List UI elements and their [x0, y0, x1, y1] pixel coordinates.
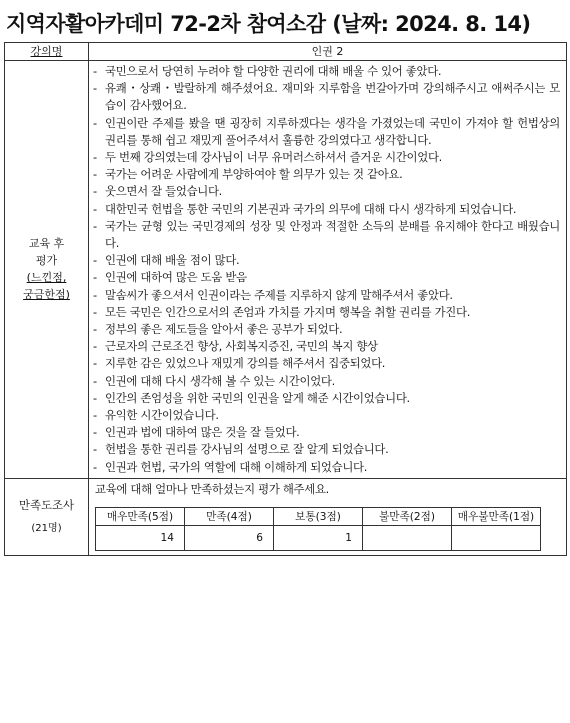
- feedback-item: [92, 80, 560, 114]
- survey-table: [4, 42, 567, 556]
- feedback-item: [92, 373, 560, 390]
- feedback-text: 인권과 법에 대하여 많은 것을 잘 들었다.: [105, 425, 300, 440]
- feedback-text: 국가는 균형 있는 국민경제의 성장 및 안정과 적절한 소득의 분배를 유지해야 한다고 배웠습니다.: [105, 218, 560, 251]
- feedback-item: [92, 390, 560, 407]
- bullet-dash: -: [93, 408, 97, 423]
- feedback-text: 두 번째 강의였는데 강사님이 너무 유머러스하셔서 즐거운 시간이었다.: [105, 150, 442, 165]
- feedback-item: [92, 201, 560, 218]
- feedback-item: [92, 183, 560, 200]
- evaluation-row: [5, 61, 567, 479]
- bullet-dash: -: [93, 253, 97, 268]
- header-lecture-label-text: 강의명: [30, 45, 63, 58]
- feedback-item: [92, 441, 560, 458]
- feedback-text: 웃으면서 잘 들었습니다.: [105, 184, 222, 199]
- feedback-item: [92, 321, 560, 338]
- feedback-item: [92, 166, 560, 183]
- bullet-dash: -: [93, 201, 97, 216]
- feedback-item: [92, 407, 560, 424]
- feedback-item: [92, 63, 560, 80]
- satisfaction-header-row: [96, 507, 541, 525]
- feedback-text: 인권이란 주제를 봤을 땐 굉장히 지루하겠다는 생각을 가졌었는데 국민이 가져야 할 헌법상의 권리를 통해 쉽고 재밌게 풀어주셔서 훌륭한 강의였다고 생각합니다.: [105, 115, 560, 147]
- rating-header: 만족(4점): [185, 507, 274, 525]
- rating-header: 불만족(2점): [363, 507, 452, 525]
- feedback-item: [92, 424, 560, 441]
- satisfaction-question: 교육에 대해 얼마나 만족하셨는지 평가 해주세요.: [95, 481, 329, 496]
- feedback-text: 유익한 시간이었습니다.: [105, 408, 219, 423]
- evaluation-label-line2: 평가: [35, 254, 58, 268]
- satisfaction-content: [89, 478, 567, 555]
- feedback-text: 인권에 대해 배울 점이 많다.: [105, 253, 240, 268]
- bullet-dash: -: [93, 304, 97, 319]
- bullet-dash: -: [93, 218, 97, 233]
- bullet-dash: -: [93, 373, 97, 388]
- feedback-text: 국민으로서 당연히 누려야 할 다양한 권리에 대해 배울 수 있어 좋았다.: [105, 64, 442, 78]
- feedback-text: 지루한 감은 있었으나 재밌게 강의를 해주셔서 집중되었다.: [105, 356, 386, 371]
- feedback-item: [92, 218, 560, 252]
- bullet-dash: -: [93, 442, 97, 457]
- rating-count: [452, 525, 541, 550]
- rating-count: [363, 525, 452, 550]
- rating-header: 매우만족(5점): [96, 507, 185, 525]
- feedback-item: [92, 269, 560, 286]
- feedback-item: [92, 252, 560, 269]
- satisfaction-label-text: 만족도조사: [18, 497, 75, 512]
- evaluation-label: [5, 61, 89, 479]
- bullet-dash: -: [93, 459, 97, 474]
- bullet-dash: -: [93, 64, 97, 78]
- evaluation-label-line4: 궁금한점): [23, 288, 70, 302]
- bullet-dash: -: [93, 287, 97, 302]
- satisfaction-values-row: [96, 525, 541, 550]
- feedback-text: 헌법을 통한 권리를 강사님의 설명으로 잘 알게 되었습니다.: [105, 442, 389, 457]
- rating-count: 1: [274, 525, 363, 550]
- bullet-dash: -: [93, 322, 97, 337]
- bullet-dash: -: [93, 81, 97, 96]
- rating-header: 보통(3점): [274, 507, 363, 525]
- satisfaction-row: [5, 478, 567, 555]
- feedback-item: [92, 149, 560, 166]
- feedback-text: 유쾌・상쾌・발랄하게 해주셨어요. 재미와 지루함을 번갈아가며 강의해주시고 애써주시는 모습이 감사했어요.: [105, 81, 560, 113]
- feedback-text: 인간의 존엄성을 위한 국민의 인권을 알게 해준 시간이었습니다.: [105, 390, 410, 405]
- bullet-dash: -: [93, 339, 97, 354]
- evaluation-label-line3: (느낀점,: [26, 271, 67, 285]
- feedback-text: 말솜씨가 좋으셔서 인권이라는 주제를 지루하지 않게 말해주셔서 좋았다.: [105, 287, 453, 302]
- feedback-text: 정부의 좋은 제도들을 알아서 좋은 공부가 되었다.: [105, 322, 343, 337]
- bullet-dash: -: [93, 115, 97, 130]
- respondent-count: (21명): [31, 522, 62, 534]
- rating-count: 6: [185, 525, 274, 550]
- evaluation-label-line1: 교육 후: [28, 237, 65, 251]
- feedback-item: [92, 338, 560, 355]
- bullet-dash: -: [93, 356, 97, 371]
- page-title: 지역자활아카데미 72-2차 참여소감 (날짜: 2024. 8. 14): [6, 12, 531, 36]
- feedback-item: [92, 115, 560, 149]
- bullet-dash: -: [93, 150, 97, 165]
- header-lecture-name: 인권 2: [89, 43, 567, 61]
- bullet-dash: -: [93, 390, 97, 405]
- feedback-text: 인권과 헌법, 국가의 역할에 대해 이해하게 되었습니다.: [105, 459, 368, 474]
- feedback-text: 국가는 어려운 사람에게 부양하여야 할 의무가 있는 것 같아요.: [105, 167, 403, 182]
- header-row: [5, 43, 567, 61]
- header-lecture-label: [5, 43, 89, 61]
- feedback-text: 인권에 대해 다시 생각해 볼 수 있는 시간이었다.: [105, 373, 335, 388]
- rating-header: 매우불만족(1점): [452, 507, 541, 525]
- feedback-list: [89, 61, 567, 479]
- bullet-dash: -: [93, 270, 97, 285]
- feedback-text: 모든 국민은 인간으로서의 존엄과 가치를 가지며 행복을 취할 권리를 가진다.: [105, 304, 471, 319]
- bullet-dash: -: [93, 184, 97, 199]
- bullet-dash: -: [93, 167, 97, 182]
- feedback-text: 근로자의 근로조건 향상, 사회복지증진, 국민의 복지 향상: [105, 339, 378, 354]
- satisfaction-label: [5, 478, 89, 555]
- rating-count: 14: [96, 525, 185, 550]
- feedback-item: [92, 287, 560, 304]
- satisfaction-table: [95, 507, 541, 551]
- bullet-dash: -: [93, 425, 97, 440]
- feedback-item: [92, 304, 560, 321]
- feedback-text: 대한민국 헌법을 통한 국민의 기본권과 국가의 의무에 대해 다시 생각하게 되었습니다.: [105, 201, 517, 216]
- feedback-text: 인권에 대하여 많은 도움 받음: [105, 270, 247, 285]
- feedback-item: [92, 459, 560, 476]
- feedback-item: [92, 355, 560, 372]
